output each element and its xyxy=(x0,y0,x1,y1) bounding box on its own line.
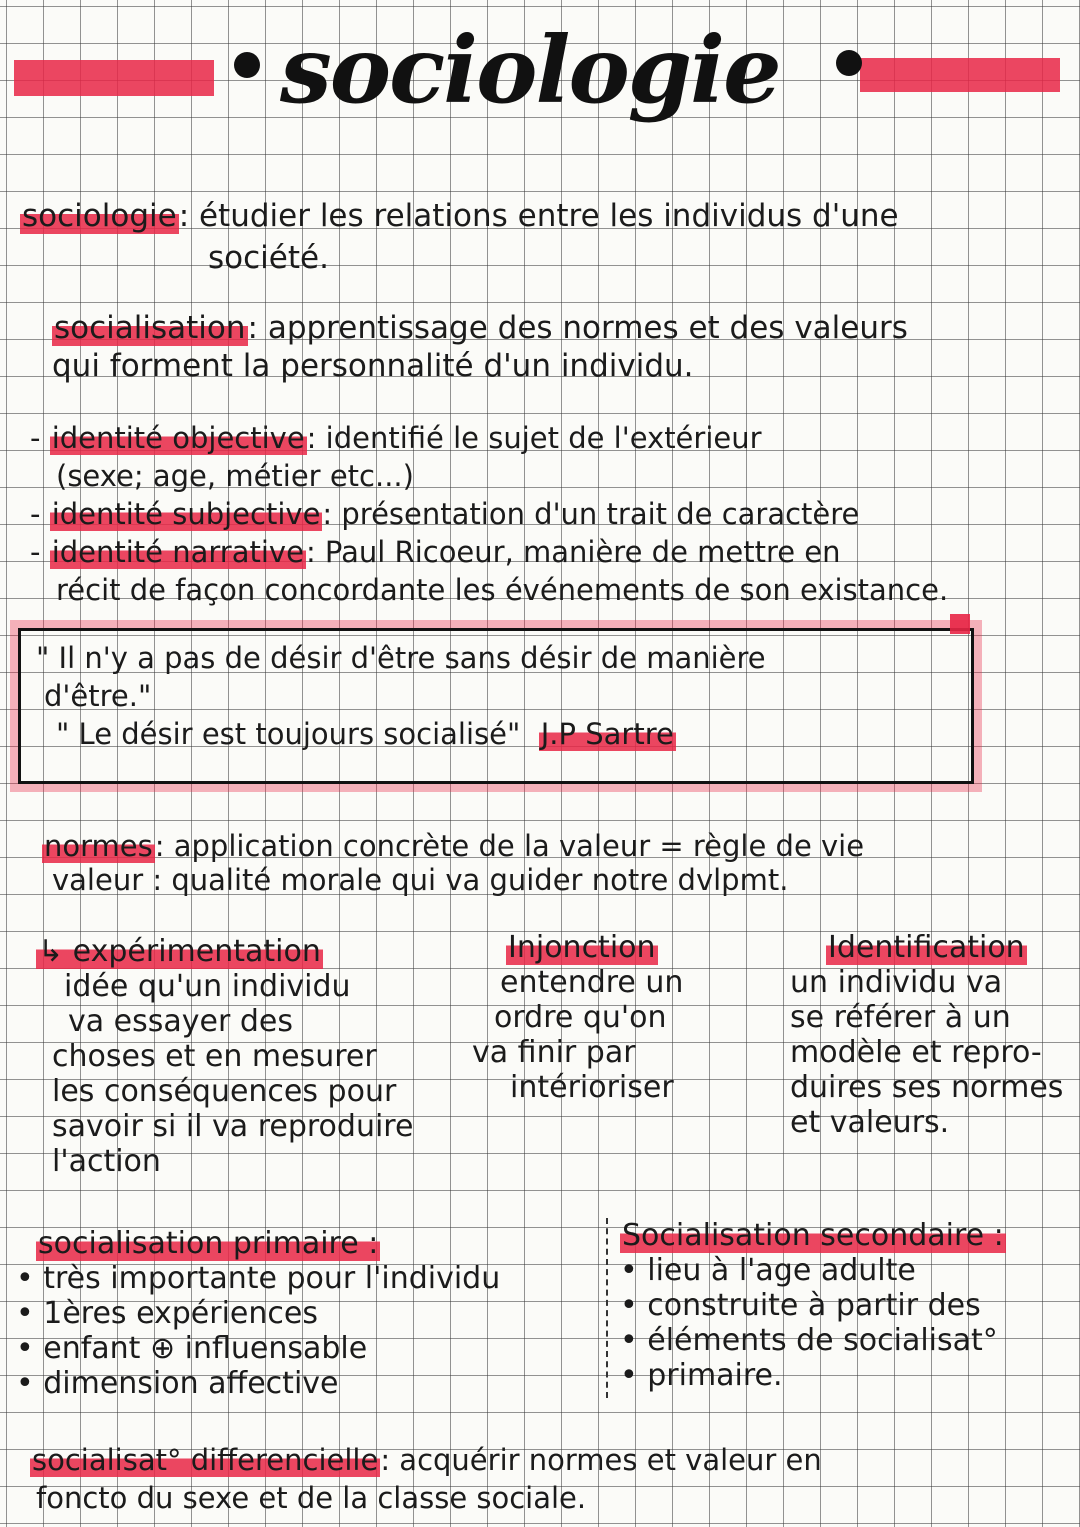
quote-line2: d'être." xyxy=(44,679,152,713)
primaire-section xyxy=(16,1226,500,1401)
def-socialisation-line1: socialisation: apprentissage des normes et des valeurs xyxy=(54,310,908,346)
identite-subjective: - identité subjective: présentation d'un trait de caractère xyxy=(30,497,860,531)
def-sociologie-line2: société. xyxy=(208,240,329,276)
quote-corner-mark xyxy=(950,614,970,634)
list-item: • primaire. xyxy=(620,1358,783,1393)
mode-identification-title: Identification xyxy=(828,930,1025,965)
list-item: • très importante pour l'individu xyxy=(16,1261,501,1296)
def-differencielle-line1: socialisat° differencielle: acquérir normes et valeur en xyxy=(32,1443,822,1477)
list-item: • enfant ⊕ influensable xyxy=(16,1331,368,1366)
quote-line3: " Le désir est toujours socialisé" J.P Sartre xyxy=(56,717,674,751)
identite-objective: - identité objective: identifié le sujet de l'extérieur xyxy=(30,421,762,455)
term-differencielle: socialisat° differencielle xyxy=(32,1443,379,1477)
def-valeur-line: valeur : qualité morale qui va guider notre dvlpmt. xyxy=(52,863,789,897)
term-identite-narrative: identité narrative xyxy=(51,535,304,569)
primaire-title: socialisation primaire : xyxy=(38,1226,379,1261)
title-highlight-right xyxy=(860,58,1060,92)
secondaire-title: Socialisation secondaire : xyxy=(622,1218,1004,1253)
identite-narrative-cont: récit de façon concordante les événements de son existance. xyxy=(56,573,949,607)
list-item: • éléments de socialisat° xyxy=(620,1323,998,1358)
list-item: • construite à partir des xyxy=(620,1288,981,1323)
page-title: sociologie xyxy=(280,16,780,124)
secondaire-section xyxy=(620,1218,1006,1393)
def-differencielle-line2: foncto du sexe et de la classe sociale. xyxy=(36,1481,587,1515)
title-highlight-left xyxy=(14,60,214,96)
bullet-dot-right xyxy=(836,50,862,76)
term-identite-subjective: identité subjective xyxy=(51,497,321,531)
mode-injonction-title: Injonction xyxy=(508,930,656,965)
term-socialisation: socialisation xyxy=(54,310,246,346)
column-divider xyxy=(606,1218,608,1398)
mode-experimentation: ↳ expérimentation idée qu'un individu va essayer des choses et en mesurer les conséquences pour savoir si il va reproduire l'action xyxy=(38,934,414,1179)
def-normes-line1: normes: application concrète de la valeur = règle de vie xyxy=(44,829,865,863)
quote-author: J.P Sartre xyxy=(540,717,674,751)
list-item: • dimension affective xyxy=(16,1366,339,1401)
term-identite-objective: identité objective xyxy=(51,421,305,455)
quote-line1: " Il n'y a pas de désir d'être sans désir de manière xyxy=(36,641,766,675)
list-item: • 1ères expériences xyxy=(16,1296,318,1331)
list-item: • lieu à l'age adulte xyxy=(620,1253,916,1288)
bullet-dot-left xyxy=(234,52,260,78)
term-normes: normes xyxy=(44,829,153,863)
def-sociologie-line1: sociologie: étudier les relations entre les individus d'une xyxy=(22,198,899,234)
def-socialisation-line2: qui forment la personnalité d'un individu. xyxy=(52,348,694,384)
identite-narrative: - identité narrative: Paul Ricoeur, manière de mettre en xyxy=(30,535,841,569)
mode-injonction: Injonction entendre un ordre qu'on va finir par intérioriser xyxy=(472,930,684,1105)
mode-experimentation-title: ↳ expérimentation xyxy=(38,934,321,969)
identite-objective-cont: (sexe; age, métier etc...) xyxy=(56,459,414,493)
mode-identification: Identification un individu va se référer à un modèle et repro- duires ses normes et valeurs. xyxy=(790,930,1064,1140)
term-sociologie: sociologie xyxy=(22,198,177,234)
